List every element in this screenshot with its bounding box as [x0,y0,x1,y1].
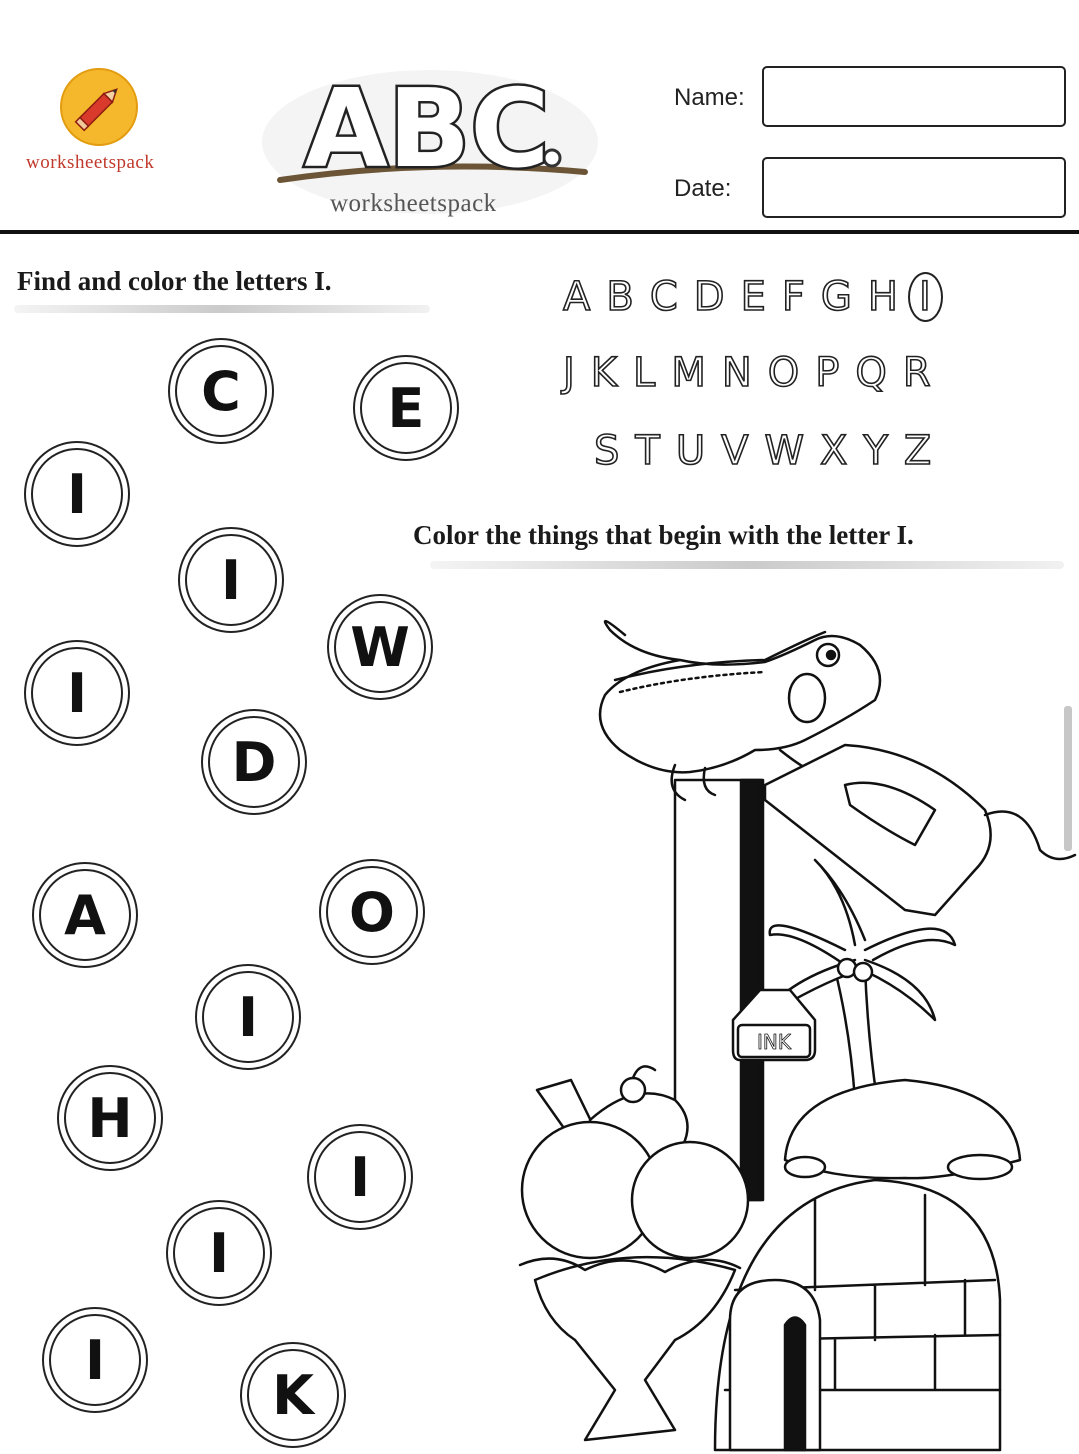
abc-logo-subtitle: worksheetspack [330,190,497,217]
alphabet-letter: A [563,274,592,320]
bubble-letter: W [350,615,410,679]
alphabet-letter: S [594,428,621,474]
alphabet-letter: G [820,274,853,320]
letter-bubble[interactable] [201,709,307,815]
alphabet-letter: E [740,274,767,320]
letter-bubble[interactable] [319,859,425,965]
name-label: Name: [674,84,745,111]
alphabet-letter: C [649,274,679,320]
letter-bubble[interactable] [168,338,274,444]
alphabet-letter: V [721,428,750,474]
date-field[interactable] [762,157,1066,218]
bubble-letter: A [64,883,106,947]
alphabet-row-3 [594,428,947,474]
alphabet-letter: T [635,428,661,474]
bubble-letter: H [87,1086,133,1150]
letter-bubble[interactable] [240,1342,346,1448]
alphabet-letter: O [767,350,801,396]
letter-bubble[interactable] [195,964,301,1070]
alphabet-letter: P [815,350,841,396]
alphabet-row-1 [563,272,958,322]
alphabet-letter: F [781,274,806,320]
alphabet-letter: D [693,274,726,320]
alphabet-letter: H [867,274,899,320]
alphabet-letter: W [764,428,806,474]
letter-bubble[interactable] [42,1307,148,1413]
instruction-underline [14,305,430,313]
header-divider [0,230,1079,234]
bubble-letter: I [84,1328,106,1392]
instruction-underline [430,561,1064,569]
alphabet-letter: Y [863,428,889,474]
brand-name: worksheetspack [26,152,155,173]
alphabet-letter: K [590,350,619,396]
alphabet-letter: M [671,350,707,396]
alphabet-row-2 [563,350,947,396]
letter-bubble[interactable] [24,441,130,547]
letter-bubble[interactable] [178,527,284,633]
bubble-letter: I [66,462,88,526]
letter-bubble[interactable] [327,594,433,700]
bubble-letter: O [349,880,395,944]
color-things-instruction: Color the things that begin with the letter I. [413,520,914,550]
alphabet-letter: U [675,428,707,474]
alphabet-letter: Z [903,428,933,474]
igloo-illustration [715,1180,1000,1450]
abc-logo-title: ABC [304,67,550,192]
iron-illustration [765,745,1075,915]
alphabet-letter: J [563,350,576,396]
worksheetspack-logo-badge [60,68,138,146]
vertical-scrollbar[interactable] [1064,706,1072,851]
letter-i-illustration [675,780,763,1200]
bubble-letter: I [66,661,88,725]
letter-bubble[interactable] [32,862,138,968]
alphabet-letter: X [820,428,849,474]
alphabet-letter-highlighted: I [908,272,943,322]
letter-bubble[interactable] [166,1200,272,1306]
pencil-icon [62,70,136,144]
name-field[interactable] [762,66,1066,127]
letter-bubble[interactable] [307,1124,413,1230]
bubble-letter: C [201,359,241,423]
bubble-letter: I [220,548,242,612]
bubble-letter: D [231,730,277,794]
alphabet-letter: R [902,350,932,396]
alphabet-letter: L [633,350,657,396]
letter-bubble[interactable] [57,1065,163,1171]
alphabet-letter: B [606,274,635,320]
bubble-letter: I [237,985,259,1049]
date-label: Date: [674,175,732,202]
letter-i-coloring-scene[interactable] [515,600,1079,1454]
alphabet-letter: Q [855,350,888,396]
bubble-letter: I [349,1145,371,1209]
bubble-letter: I [208,1221,230,1285]
ink-label: INK [757,1030,791,1054]
bubble-letter: K [272,1363,314,1427]
letter-bubble[interactable] [24,640,130,746]
bubble-letter: E [387,376,425,440]
letter-bubble[interactable] [353,355,459,461]
alphabet-letter: N [721,350,753,396]
find-letters-instruction: Find and color the letters I. [17,266,332,296]
